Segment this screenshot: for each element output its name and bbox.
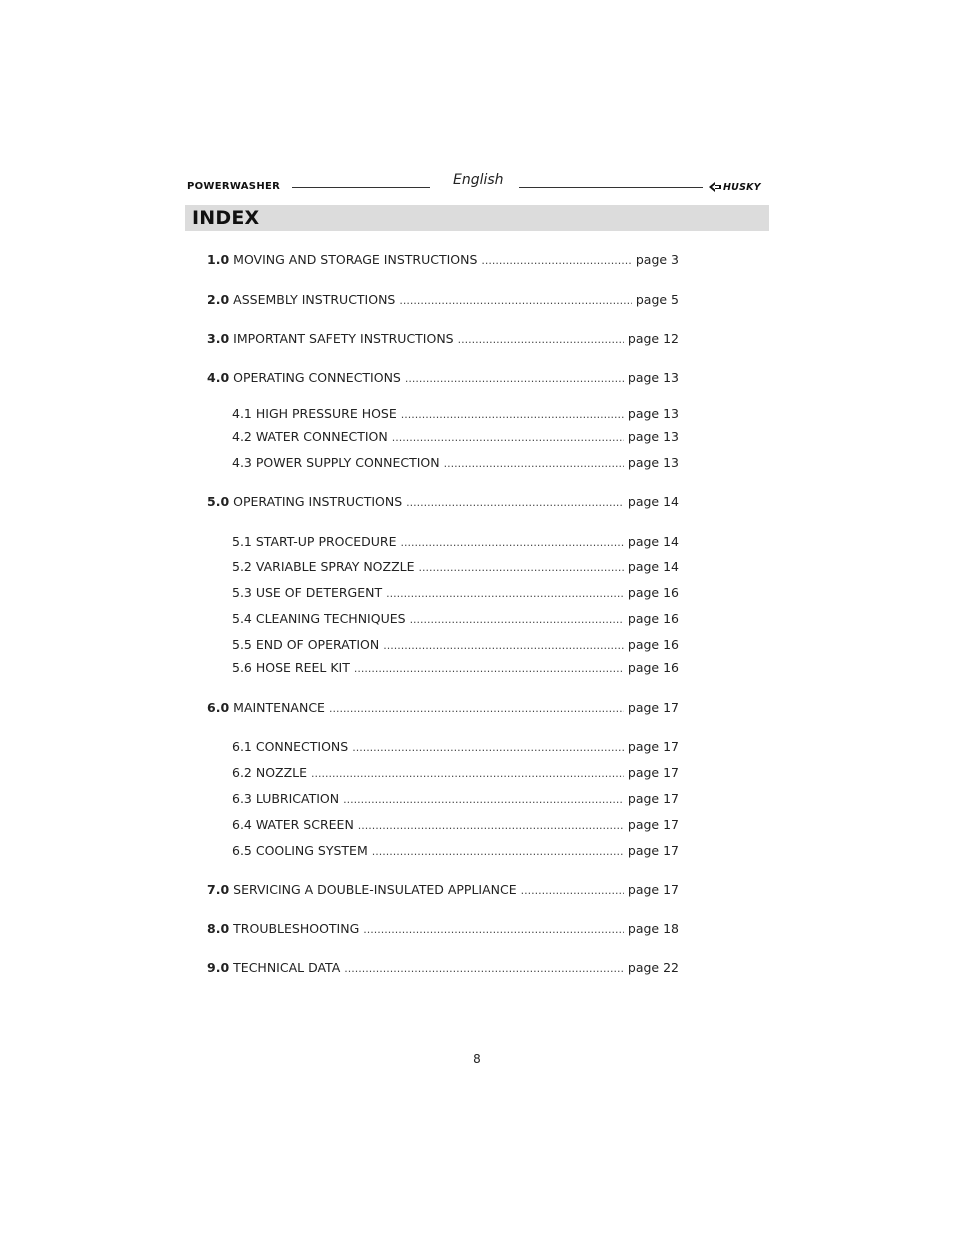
toc-dot-leader [481, 253, 631, 269]
page-number: 8 [473, 1052, 481, 1066]
toc-entry-page: page 22 [627, 960, 679, 975]
product-name: POWERWASHER [187, 181, 281, 192]
toc-entry-number: 8.0 [207, 921, 230, 936]
toc-dot-leader [354, 661, 624, 677]
toc-entry[interactable] [207, 882, 679, 898]
toc-dot-leader [406, 495, 624, 511]
toc-dot-leader [358, 818, 624, 834]
toc-dot-leader [521, 883, 624, 899]
brand-name: HUSKY [723, 181, 761, 193]
brand-logo [708, 180, 761, 194]
toc-dot-leader [372, 844, 624, 860]
toc-dot-leader [392, 430, 624, 446]
toc-entry-page: page 14 [627, 534, 679, 549]
toc-entry-page: page 17 [627, 791, 679, 806]
toc-entry[interactable] [207, 252, 679, 268]
toc-entry[interactable] [232, 429, 679, 445]
toc-dot-leader [401, 407, 624, 423]
toc-dot-leader [383, 638, 624, 654]
toc-entry-page: page 13 [627, 429, 679, 444]
header-rule-right [519, 187, 703, 188]
toc-entry-title: IMPORTANT SAFETY INSTRUCTIONS [233, 331, 454, 346]
toc-entry[interactable] [207, 292, 679, 308]
toc-entry-title: 6.3 LUBRICATION [232, 791, 340, 806]
toc-entry-title: 6.5 COOLING SYSTEM [232, 843, 368, 858]
toc-entry[interactable] [232, 611, 679, 627]
toc-dot-leader [329, 701, 624, 717]
toc-entry-title: 4.1 HIGH PRESSURE HOSE [232, 406, 397, 421]
brand-logo-icon [708, 181, 722, 193]
toc-entry-title: 6.1 CONNECTIONS [232, 739, 349, 754]
toc-entry-title: MAINTENANCE [233, 700, 325, 715]
toc-entry[interactable] [232, 791, 679, 807]
toc-entry-page: page 3 [635, 252, 679, 267]
toc-entry[interactable] [232, 406, 679, 422]
toc-dot-leader [352, 740, 624, 756]
toc-entry-title: 5.5 END OF OPERATION [232, 637, 380, 652]
page-title: INDEX [192, 207, 260, 229]
toc-entry[interactable] [207, 960, 679, 976]
toc-entry-page: page 17 [627, 700, 679, 715]
toc-entry-title: TROUBLESHOOTING [233, 921, 360, 936]
toc-entry-title: OPERATING CONNECTIONS [233, 370, 401, 385]
header-rule-left [292, 187, 430, 188]
toc-dot-leader [405, 371, 624, 387]
toc-entry-title: SERVICING A DOUBLE-INSULATED APPLIANCE [233, 882, 517, 897]
toc-entry-number: 7.0 [207, 882, 230, 897]
toc-entry[interactable] [207, 331, 679, 347]
toc-entry-title: OPERATING INSTRUCTIONS [233, 494, 403, 509]
toc-dot-leader [458, 332, 624, 348]
toc-dot-leader [400, 535, 623, 551]
toc-entry[interactable] [207, 921, 679, 937]
toc-entry-page: page 16 [627, 611, 679, 626]
toc-entry-title: 5.4 CLEANING TECHNIQUES [232, 611, 406, 626]
toc-entry-number: 9.0 [207, 960, 230, 975]
toc-entry[interactable] [232, 817, 679, 833]
toc-entry-page: page 5 [635, 292, 679, 307]
toc-dot-leader [419, 560, 624, 576]
toc-entry-title: 6.2 NOZZLE [232, 765, 308, 780]
toc-dot-leader [311, 766, 624, 782]
toc-entry-number: 6.0 [207, 700, 230, 715]
language-label: English [453, 172, 504, 188]
toc-entry-page: page 17 [627, 765, 679, 780]
toc-entry-number: 2.0 [207, 292, 230, 307]
toc-entry-page: page 17 [627, 739, 679, 754]
toc-entry-page: page 13 [627, 370, 679, 385]
toc-entry-title: 4.2 WATER CONNECTION [232, 429, 388, 444]
toc-entry-title: 5.1 START-UP PROCEDURE [232, 534, 397, 549]
toc-entry-number: 3.0 [207, 331, 230, 346]
toc-entry-page: page 18 [627, 921, 679, 936]
toc-entry-title: 4.3 POWER SUPPLY CONNECTION [232, 455, 440, 470]
toc-entry[interactable] [232, 455, 679, 471]
toc-entry-title: 5.2 VARIABLE SPRAY NOZZLE [232, 559, 415, 574]
toc-dot-leader [386, 586, 624, 602]
toc-entry-page: page 16 [627, 637, 679, 652]
toc-entry[interactable] [232, 843, 679, 859]
toc-entry-title: TECHNICAL DATA [233, 960, 341, 975]
toc-dot-leader [399, 293, 631, 309]
toc-entry-page: page 17 [627, 817, 679, 832]
toc-entry-number: 1.0 [207, 252, 230, 267]
toc-entry-title: MOVING AND STORAGE INSTRUCTIONS [233, 252, 478, 267]
toc-entry-title: 6.4 WATER SCREEN [232, 817, 354, 832]
toc-entry-page: page 14 [627, 494, 679, 509]
toc-entry[interactable] [232, 585, 679, 601]
toc-entry[interactable] [232, 660, 679, 676]
toc-entry-number: 4.0 [207, 370, 230, 385]
toc-entry-page: page 16 [627, 660, 679, 675]
toc-entry[interactable] [232, 534, 679, 550]
toc-entry-page: page 13 [627, 455, 679, 470]
toc-entry-page: page 17 [627, 882, 679, 897]
toc-dot-leader [343, 792, 624, 808]
toc-entry[interactable] [232, 739, 679, 755]
toc-entry-page: page 12 [627, 331, 679, 346]
toc-dot-leader [444, 456, 624, 472]
toc-entry[interactable] [232, 637, 679, 653]
index-header-bar [185, 205, 769, 231]
toc-dot-leader [363, 922, 624, 938]
toc-entry[interactable] [207, 494, 679, 510]
toc-entry-page: page 13 [627, 406, 679, 421]
toc-entry-number: 5.0 [207, 494, 230, 509]
toc-dot-leader [344, 961, 624, 977]
toc-entry-page: page 17 [627, 843, 679, 858]
toc-entry[interactable] [207, 700, 679, 716]
toc-entry[interactable] [232, 765, 679, 781]
toc-entry-page: page 14 [627, 559, 679, 574]
toc-entry-title: ASSEMBLY INSTRUCTIONS [233, 292, 396, 307]
toc-entry-page: page 16 [627, 585, 679, 600]
toc-dot-leader [410, 612, 624, 628]
toc-entry[interactable] [207, 370, 679, 386]
toc-entry-title: 5.6 HOSE REEL KIT [232, 660, 350, 675]
toc-entry-title: 5.3 USE OF DETERGENT [232, 585, 383, 600]
toc-entry[interactable] [232, 559, 679, 575]
